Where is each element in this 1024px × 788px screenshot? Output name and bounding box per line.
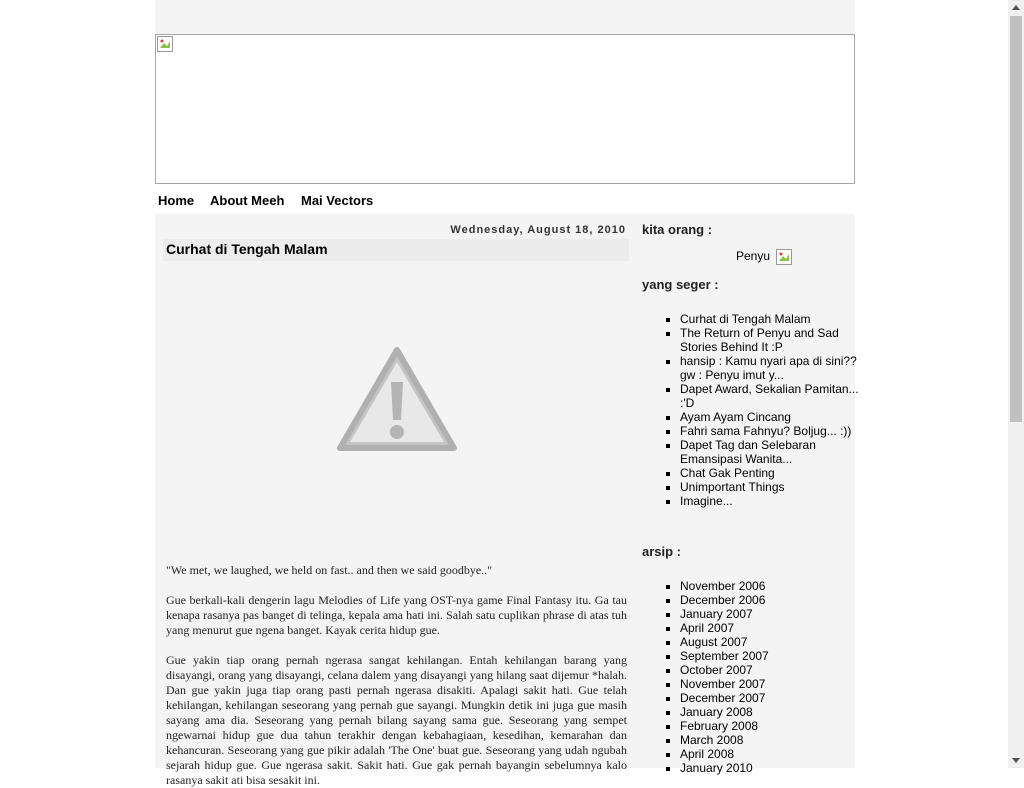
recent-post-link[interactable]: Fahri sama Fahnyu? Boljug... :)) <box>680 424 852 438</box>
broken-image-icon <box>776 249 792 265</box>
recent-post-link[interactable]: Ayam Ayam Cincang <box>680 410 791 424</box>
list-item <box>680 354 860 382</box>
list-item <box>680 607 860 621</box>
recent-posts-list <box>662 312 860 508</box>
list-item <box>680 761 860 775</box>
recent-post-link[interactable]: Unimportant Things <box>680 480 785 494</box>
list-item <box>680 593 860 607</box>
nav-home-link[interactable]: Home <box>158 193 195 208</box>
list-item <box>680 494 860 508</box>
broken-image-icon <box>157 36 173 52</box>
archive-link[interactable]: December 2006 <box>680 593 766 607</box>
post-paragraph-1: Gue berkali-kali dengerin lagu Melodies of Life yang OST-nya game Final Fantasy itu. Ga tau kenapa rasanya pas banget di telinga, kepala ama hati ini. Salah satu cuplikan phrase di atas tuh yang menurut gue ngena banget. Kayak cerita hidup gue. <box>166 593 627 637</box>
list-item <box>680 410 860 424</box>
recent-post-link[interactable]: Dapet Award, Sekalian Pamitan... :'D <box>680 382 859 410</box>
list-item <box>680 466 860 480</box>
post-title-bar <box>163 239 629 261</box>
nav-mai-vectors-link[interactable]: Mai Vectors <box>301 193 374 208</box>
archive-link[interactable]: November 2006 <box>680 579 766 593</box>
list-item <box>680 691 860 705</box>
archive-link[interactable]: January 2010 <box>680 761 753 775</box>
list-item <box>680 747 860 761</box>
sidebar-heading-kita-orang: kita orang : <box>642 222 713 237</box>
archive-link[interactable]: September 2007 <box>680 649 769 663</box>
archive-list <box>662 579 860 775</box>
archive-link[interactable]: January 2008 <box>680 705 753 719</box>
scroll-up-arrow-icon[interactable] <box>1008 0 1024 16</box>
archive-link[interactable]: January 2007 <box>680 607 753 621</box>
vertical-scrollbar[interactable] <box>1008 0 1024 768</box>
scroll-down-arrow-icon[interactable] <box>1008 752 1024 768</box>
recent-post-link[interactable]: Imagine... <box>680 494 733 508</box>
sidebar-heading-yang-seger: yang seger : <box>642 277 719 292</box>
post-date: Wednesday, August 18, 2010 <box>450 224 626 236</box>
post-paragraph-2: Gue yakin tiap orang pernah ngerasa sangat kehilangan. Entah kehilangan barang yang disayangi, orang yang disayangi, celana dalem yang disayangi yang hilang saat dijemur *halah. Dan gue yakin juga tiap orang pasti pernah ngerasa disakiti. Apalagi sakit hati. Gue telah kehilangan, kehilangan seseorang yang pernah gue sayangi. Mungkin detik ini juga gue masih sayang ama dia. Seseorang yang pernah bilang sayang sama gue. Seseorang yang sempet ngewarnai hidup gue dua tahun terakhir dengan kebahagiaan, kesedihan, kemarahan dan kehancuran. Seseorang yang gue pikir adalah 'The One' buat gue. Seseorang yang udah ngubah sejarah hidup gue. Gue ngerasa sakit. Sakit hati. Gue gak pernah bayangin sebelumnya kalo rasanya sakit ati bisa sesakit ini. <box>166 653 627 787</box>
archive-link[interactable]: December 2007 <box>680 691 766 705</box>
recent-post-link[interactable]: hansip : Kamu nyari apa di sini??gw : Penyu imut y... <box>680 354 857 382</box>
recent-post-link[interactable]: Dapet Tag dan Selebaran Emansipasi Wanita... <box>680 438 816 466</box>
list-item <box>680 649 860 663</box>
list-item <box>680 312 860 326</box>
list-item <box>680 719 860 733</box>
list-item <box>680 438 860 466</box>
list-item <box>680 663 860 677</box>
header-banner-image <box>155 34 855 184</box>
profile-name-link[interactable]: Penyu <box>736 249 771 263</box>
archive-link[interactable]: April 2007 <box>680 621 735 635</box>
recent-post-link[interactable]: The Return of Penyu and Sad Stories Behind It :P <box>680 326 839 354</box>
archive-link[interactable]: November 2007 <box>680 677 766 691</box>
post-paragraph-quote: "We met, we laughed, we held on fast.. and then we said goodbye.." <box>166 563 493 577</box>
broken-image-warning-icon <box>334 344 460 456</box>
archive-link[interactable]: March 2008 <box>680 733 744 747</box>
list-item <box>680 635 860 649</box>
list-item <box>680 326 860 354</box>
post-title[interactable]: Curhat di Tengah Malam <box>166 241 328 257</box>
list-item <box>680 424 860 438</box>
list-item <box>680 579 860 593</box>
list-item <box>680 733 860 747</box>
list-item <box>680 677 860 691</box>
archive-link[interactable]: April 2008 <box>680 747 735 761</box>
nav-about-meeh-link[interactable]: About Meeh <box>210 193 285 208</box>
archive-link[interactable]: February 2008 <box>680 719 759 733</box>
top-navigation <box>155 184 855 214</box>
archive-link[interactable]: October 2007 <box>680 663 753 677</box>
list-item <box>680 382 860 410</box>
list-item <box>680 480 860 494</box>
recent-post-link[interactable]: Curhat di Tengah Malam <box>680 312 811 326</box>
list-item <box>680 705 860 719</box>
list-item <box>680 621 860 635</box>
recent-post-link[interactable]: Chat Gak Penting <box>680 466 775 480</box>
scrollbar-thumb[interactable] <box>1010 16 1022 422</box>
archive-link[interactable]: August 2007 <box>680 635 748 649</box>
sidebar-heading-arsip: arsip : <box>642 544 682 559</box>
